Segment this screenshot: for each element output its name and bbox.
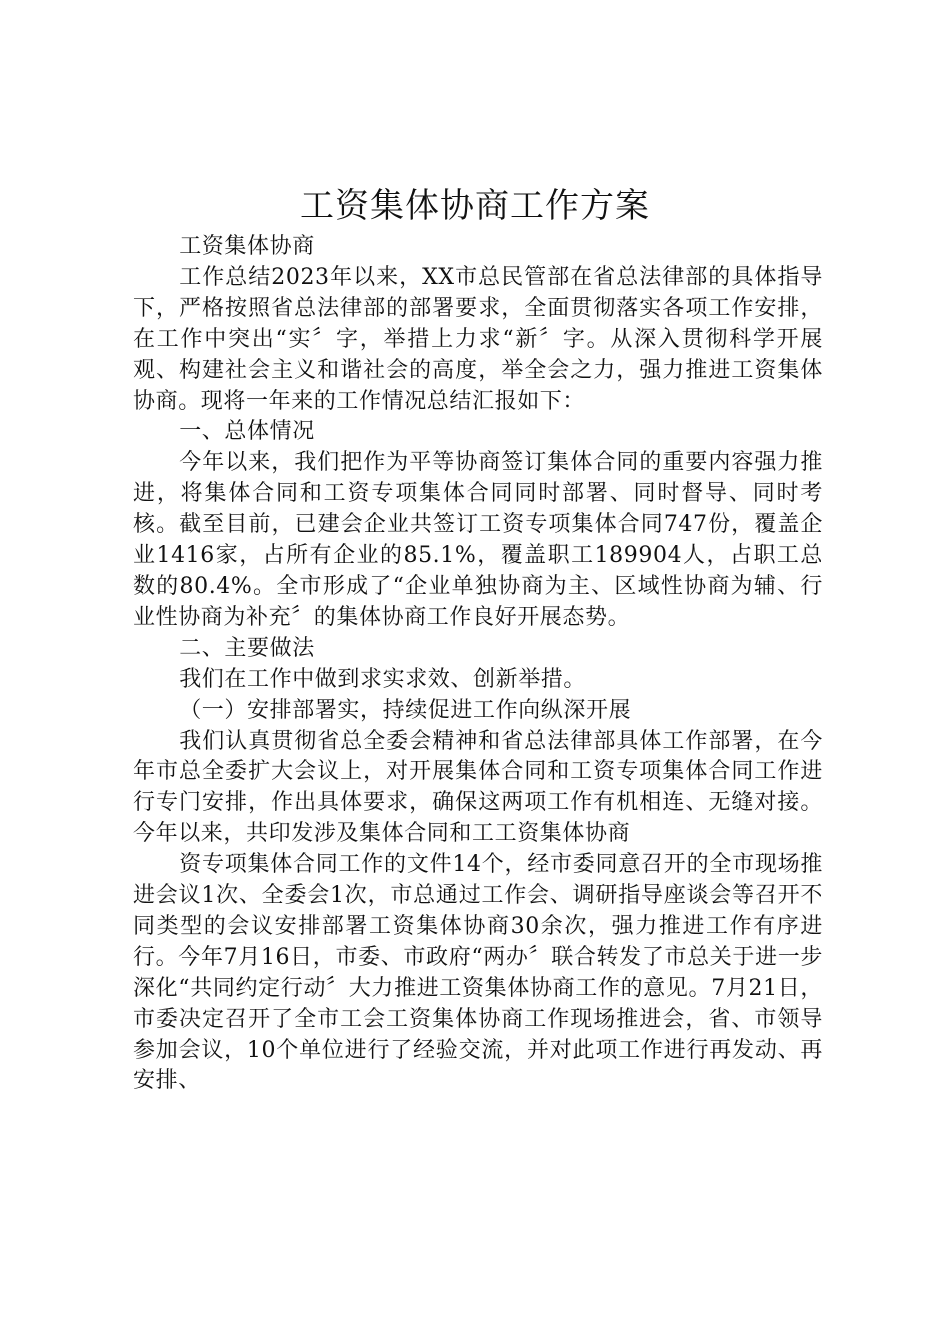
section-heading-overview: 一、总体情况: [179, 419, 315, 445]
paragraph-deployment: 我们认真贯彻省总全委会精神和省总法律部具体工作部署，在今年市总全委扩大会议上，对开展集体合同和工资专项集体合同工作进行专门安排，作出具体要求，确保这两项工作有机相连、无缝对接。今年以来，共印发涉及集体合同和工工资集体协商: [133, 728, 823, 847]
document-body: [133, 232, 823, 1097]
document-title: 工资集体协商工作方案: [300, 186, 650, 226]
section-heading-main-practices: 二、主要做法: [179, 635, 315, 661]
paragraph-practices-intro: 我们在工作中做到求实求效、创新举措。: [179, 666, 586, 692]
subsection-heading-1: （一）安排部署实，持续促进工作向纵深开展: [179, 697, 632, 723]
paragraph-documents-meetings: 资专项集体合同工作的文件14个，经市委同意召开的全市现场推进会议1次、全委会1次，市总通过工作会、调研指导座谈会等召开不同类型的会议安排部署工资集体协商30余次，强力推进工作有序进行。今年7月16日，市委、市政府“两办〞联合转发了市总关于进一步深化“共同约定行动〞大力推进工资集体协商工作的意见。7月21日，市委决定召开了全市工会工资集体协商工作现场推进会，省、市领导参加会议，10个单位进行了经验交流，并对此项工作进行再发动、再安排、: [133, 852, 823, 1094]
paragraph-overview: 今年以来，我们把作为平等协商签订集体合同的重要内容强力推进，将集体合同和工资专项集体合同同时部署、同时督导、同时考核。截至目前，已建会企业共签订工资专项集体合同747份，覆盖企业1416家，占所有企业的85.1%，覆盖职工189904人，占职工总数的80.4%。全市形成了“企业单独协商为主、区域性协商为辅、行业性协商为补充〞的集体协商工作良好开展态势。: [133, 450, 823, 630]
paragraph-summary-intro: 工作总结2023年以来，XX市总民管部在省总法律部的具体指导下，严格按照省总法律部的部署要求，全面贯彻落实各项工作安排，在工作中突出“实〞字，举措上力求“新〞字。从深入贯彻科学开展观、构建社会主义和谐社会的高度，举全会之力，强力推进工资集体协商。现将一年来的工作情况总结汇报如下：: [133, 264, 823, 414]
paragraph-heading-topic: 工资集体协商: [179, 234, 315, 259]
